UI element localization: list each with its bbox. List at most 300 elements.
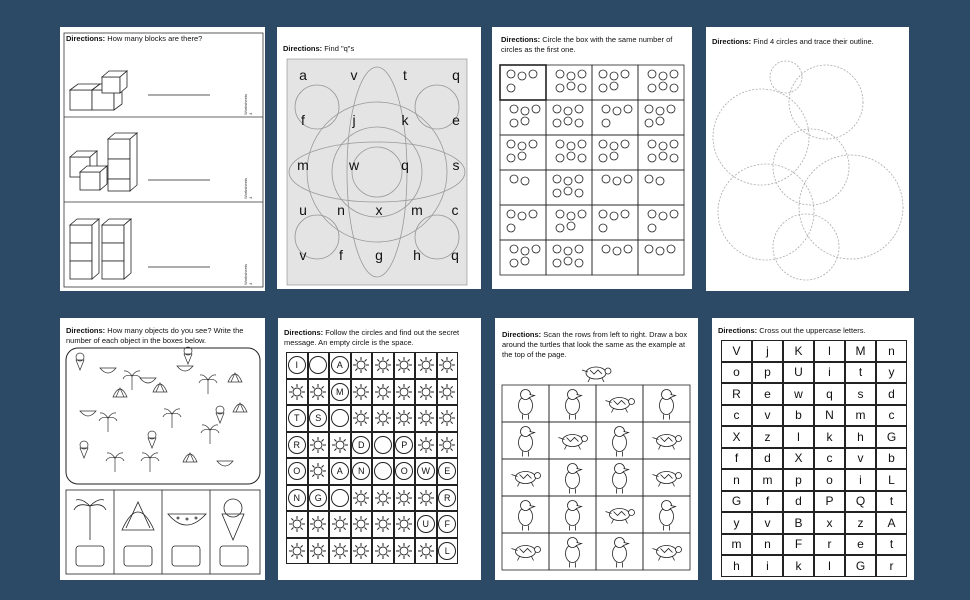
count-circle (645, 119, 653, 127)
count-circle (578, 154, 586, 162)
count-circle (567, 82, 575, 90)
letter-cell[interactable]: f (752, 491, 783, 513)
letter-circle: T (288, 409, 306, 427)
letter-cell[interactable]: l (783, 426, 814, 448)
count-circle (648, 154, 656, 162)
message-cell[interactable] (415, 485, 437, 512)
count-circle (575, 189, 583, 197)
letter-cell[interactable]: A (876, 512, 907, 534)
message-cell[interactable] (415, 458, 437, 485)
letter-cell[interactable]: h (721, 555, 752, 577)
letter-cell[interactable]: d (783, 491, 814, 513)
bird-icon (566, 390, 582, 420)
letter-cell[interactable]: i (752, 555, 783, 577)
letter-cell[interactable]: V (721, 340, 752, 362)
letter-cell[interactable]: R (721, 383, 752, 405)
turtle-icon (512, 546, 541, 561)
count-circle (521, 257, 529, 265)
letter-circle: O (395, 462, 413, 480)
count-circle (670, 84, 678, 92)
letter-circle: F (438, 515, 456, 533)
message-cell[interactable] (372, 432, 394, 459)
turtle-icon (512, 472, 541, 487)
letter-circle (331, 409, 349, 427)
count-circle (510, 175, 518, 183)
message-grid (286, 352, 458, 564)
message-cell[interactable] (351, 485, 373, 512)
letter-cell[interactable]: d (876, 383, 907, 405)
sun-icon (331, 436, 349, 454)
count-circle (610, 142, 618, 150)
bird-icon (519, 501, 535, 531)
count-circle (575, 245, 583, 253)
letter-cell[interactable]: e (752, 383, 783, 405)
message-cell[interactable] (394, 485, 416, 512)
worksheet-find-q (277, 27, 481, 289)
letter-cell[interactable]: c (721, 405, 752, 427)
count-circle (521, 177, 529, 185)
message-cell[interactable] (437, 352, 459, 379)
count-cell[interactable] (638, 170, 684, 205)
grid-letter[interactable]: f (301, 112, 305, 128)
bird-icon (519, 390, 535, 420)
message-cell[interactable] (329, 458, 351, 485)
letter-cell[interactable]: z (845, 512, 876, 534)
message-cell[interactable] (372, 511, 394, 538)
message-cell[interactable] (437, 432, 459, 459)
sun-icon (309, 542, 327, 560)
circle-count-grid (492, 27, 692, 289)
worksheet-count-objects (60, 318, 265, 580)
grid-letter[interactable]: e (452, 112, 460, 128)
sun-icon (288, 515, 306, 533)
count-cell[interactable] (638, 205, 684, 240)
grid-letter[interactable]: j (352, 112, 356, 128)
letter-cell[interactable]: B (783, 512, 814, 534)
count-circle (613, 247, 621, 255)
count-circle (510, 105, 518, 113)
count-circle (610, 212, 618, 220)
count-circle (599, 84, 607, 92)
letter-cell[interactable]: P (814, 491, 845, 513)
sun-icon (331, 542, 349, 560)
sun-icon (352, 383, 370, 401)
message-cell[interactable] (308, 379, 330, 406)
count-circle (518, 72, 526, 80)
count-circle (670, 210, 678, 218)
grid-letter[interactable]: g (375, 247, 383, 263)
count-circle (553, 245, 561, 253)
letter-cell[interactable]: q (814, 383, 845, 405)
grid-letter[interactable]: f (339, 247, 343, 263)
letter-cell[interactable]: e (845, 534, 876, 556)
example-turtle-icon (582, 367, 611, 382)
turtle-icon (606, 509, 635, 524)
dashed-circles (706, 27, 909, 291)
grid-letter[interactable]: s (452, 157, 460, 173)
message-cell[interactable] (351, 405, 373, 432)
sun-icon (395, 383, 413, 401)
count-circle (553, 105, 561, 113)
bird-icon (613, 464, 629, 494)
sun-icon (352, 489, 370, 507)
count-circle (556, 210, 564, 218)
count-circle (564, 107, 572, 115)
letter-cell[interactable]: Q (845, 491, 876, 513)
letter-cell[interactable]: t (876, 534, 907, 556)
count-circle (507, 154, 515, 162)
watermelon-icon (217, 461, 233, 466)
count-circle (621, 70, 629, 78)
letter-cell[interactable]: n (752, 534, 783, 556)
message-cell[interactable] (437, 538, 459, 565)
sun-icon (309, 436, 327, 454)
turtle-icon (606, 398, 635, 413)
letter-cell[interactable]: M (845, 340, 876, 362)
worksheet-circle-count (492, 27, 692, 289)
grid-letter[interactable]: v (299, 247, 307, 263)
grid-letter[interactable]: q (451, 247, 459, 263)
letter-cell[interactable]: r (876, 555, 907, 577)
message-cell[interactable] (372, 485, 394, 512)
message-cell[interactable] (415, 405, 437, 432)
letter-cell[interactable]: w (783, 383, 814, 405)
letter-cell[interactable]: o (721, 362, 752, 384)
count-circle (670, 70, 678, 78)
count-circle (521, 107, 529, 115)
message-cell[interactable] (329, 538, 351, 565)
message-cell[interactable] (394, 352, 416, 379)
directions-text: Directions: How many objects do you see? Write the number of each object in the boxes below. (66, 326, 244, 345)
count-circle (578, 70, 586, 78)
turtle-icon (653, 435, 682, 450)
message-cell[interactable] (351, 511, 373, 538)
directions-text: Directions: Find 4 circles and trace their outline. (712, 37, 874, 46)
grid-letter[interactable]: w (348, 157, 360, 173)
count-circle (553, 189, 561, 197)
letter-cell[interactable]: v (752, 405, 783, 427)
count-cell[interactable] (592, 205, 638, 240)
letter-cell[interactable]: y (876, 362, 907, 384)
message-cell[interactable] (437, 379, 459, 406)
letter-cell[interactable]: p (752, 362, 783, 384)
message-cell[interactable] (308, 485, 330, 512)
message-cell[interactable] (437, 405, 459, 432)
message-cell[interactable] (308, 432, 330, 459)
letter-circle: R (438, 489, 456, 507)
turtle-grid (495, 318, 698, 580)
letter-cell[interactable]: h (845, 426, 876, 448)
message-cell[interactable] (286, 511, 308, 538)
sun-icon (331, 515, 349, 533)
letter-cell[interactable]: l (814, 555, 845, 577)
message-cell[interactable] (437, 485, 459, 512)
count-circle (567, 142, 575, 150)
grid-letter[interactable]: v (350, 67, 358, 83)
message-cell[interactable] (286, 405, 308, 432)
message-cell[interactable] (329, 379, 351, 406)
message-cell[interactable] (286, 458, 308, 485)
letter-cell[interactable]: X (721, 426, 752, 448)
message-cell[interactable] (351, 379, 373, 406)
message-cell[interactable] (308, 538, 330, 565)
count-circle (518, 212, 526, 220)
message-cell[interactable] (415, 379, 437, 406)
grid-letter[interactable]: a (299, 67, 307, 83)
letter-cell[interactable]: m (721, 534, 752, 556)
count-circle (610, 72, 618, 80)
grid-letter[interactable]: u (299, 202, 307, 218)
sun-icon (438, 356, 456, 374)
letter-circle (374, 436, 392, 454)
letter-cell[interactable]: i (845, 469, 876, 491)
count-cell[interactable] (500, 205, 546, 240)
letter-cell[interactable]: U (783, 362, 814, 384)
grid-letter[interactable]: t (403, 67, 407, 83)
letter-cell[interactable]: r (814, 534, 845, 556)
directions-text: Directions: Follow the circles and find out the secret message. An empty circle is the space. (284, 328, 460, 347)
sun-icon (374, 515, 392, 533)
count-circle (621, 140, 629, 148)
sun-icon (395, 515, 413, 533)
letter-circle: G (309, 489, 327, 507)
sun-icon (352, 409, 370, 427)
cone-icon (184, 347, 192, 364)
bird-icon (660, 390, 676, 420)
bird-icon (566, 464, 582, 494)
count-cell[interactable] (592, 170, 638, 205)
letter-cell[interactable]: p (783, 469, 814, 491)
message-cell[interactable] (351, 458, 373, 485)
count-circle (599, 70, 607, 78)
message-cell[interactable] (308, 352, 330, 379)
letter-cell[interactable]: k (783, 555, 814, 577)
directions-text: Directions: How many blocks are there? (66, 34, 203, 43)
count-circle (659, 212, 667, 220)
message-cell[interactable] (394, 405, 416, 432)
message-cell[interactable] (308, 458, 330, 485)
cone-icon (216, 406, 224, 423)
letter-cell[interactable]: d (752, 448, 783, 470)
letter-cell[interactable]: v (752, 512, 783, 534)
letter-cell[interactable]: l (814, 340, 845, 362)
message-cell[interactable] (394, 538, 416, 565)
count-cell[interactable] (638, 240, 684, 275)
sun-icon (288, 383, 306, 401)
worksheet-secret-message (278, 318, 481, 580)
palm-icon (201, 425, 219, 444)
letter-cell[interactable]: j (752, 340, 783, 362)
letter-cell[interactable]: L (876, 469, 907, 491)
letter-cell[interactable]: f (721, 448, 752, 470)
letter-cell[interactable]: n (721, 469, 752, 491)
message-cell[interactable] (351, 352, 373, 379)
grid-letter[interactable]: k (401, 112, 409, 128)
sun-icon (309, 515, 327, 533)
message-cell[interactable] (329, 432, 351, 459)
count-circle (575, 105, 583, 113)
blocks-illustration (60, 27, 265, 291)
message-cell[interactable] (415, 352, 437, 379)
palm-icon (123, 371, 141, 390)
message-cell[interactable] (286, 432, 308, 459)
letter-cell[interactable]: n (876, 340, 907, 362)
message-cell[interactable] (351, 538, 373, 565)
count-circle (602, 175, 610, 183)
letter-cell[interactable]: z (752, 426, 783, 448)
count-circle (518, 152, 526, 160)
count-circle (556, 70, 564, 78)
grid-letter[interactable]: m (297, 157, 309, 173)
count-circle (645, 245, 653, 253)
shell-icon (113, 388, 127, 397)
count-cell[interactable] (592, 240, 638, 275)
count-circle (599, 154, 607, 162)
message-cell[interactable] (394, 379, 416, 406)
count-circle (521, 247, 529, 255)
message-cell[interactable] (394, 511, 416, 538)
directions-text: Directions: Find "q"s (283, 44, 355, 53)
message-cell[interactable] (372, 538, 394, 565)
grid-letter[interactable]: x (375, 202, 383, 218)
count-circle (659, 152, 667, 160)
letter-cell[interactable]: N (814, 405, 845, 427)
letter-circle (331, 489, 349, 507)
letter-circle: P (395, 436, 413, 454)
letter-cell[interactable]: x (814, 512, 845, 534)
count-circle (567, 72, 575, 80)
message-cell[interactable] (372, 405, 394, 432)
letter-cell[interactable]: o (814, 469, 845, 491)
message-cell[interactable] (372, 379, 394, 406)
count-cell[interactable] (500, 170, 546, 205)
letter-cell[interactable]: b (876, 448, 907, 470)
letter-circle: S (309, 409, 327, 427)
count-circle (645, 175, 653, 183)
bird-icon (566, 538, 582, 568)
letter-cell[interactable]: y (721, 512, 752, 534)
message-cell[interactable] (329, 405, 351, 432)
letter-cell[interactable]: k (814, 426, 845, 448)
letter-cell[interactable]: i (814, 362, 845, 384)
directions-text: Directions: Circle the box with the same number of circles as the first one. (501, 35, 673, 54)
message-cell[interactable] (329, 485, 351, 512)
sun-icon (438, 409, 456, 427)
count-circle (599, 224, 607, 232)
message-cell[interactable] (415, 432, 437, 459)
sun-icon (352, 515, 370, 533)
sun-icon (288, 542, 306, 560)
grid-letter[interactable]: m (411, 202, 423, 218)
objects-illustration (60, 318, 265, 580)
letter-cell[interactable]: F (783, 534, 814, 556)
sun-icon (374, 542, 392, 560)
letter-circle: U (417, 515, 435, 533)
message-cell[interactable] (415, 538, 437, 565)
letter-cell[interactable]: G (876, 426, 907, 448)
message-cell[interactable] (437, 511, 459, 538)
message-cell[interactable] (415, 511, 437, 538)
message-cell[interactable] (286, 379, 308, 406)
letter-grid (721, 340, 907, 577)
count-circle (556, 84, 564, 92)
letter-circle: W (417, 462, 435, 480)
count-circle (575, 119, 583, 127)
message-cell[interactable] (372, 458, 394, 485)
count-circle (567, 212, 575, 220)
letter-cell[interactable]: m (752, 469, 783, 491)
message-cell[interactable] (308, 511, 330, 538)
grid-letter[interactable]: n (337, 202, 345, 218)
cone-icon (80, 441, 88, 458)
count-circle (532, 105, 540, 113)
count-circle (553, 175, 561, 183)
grid-letter[interactable]: h (413, 247, 421, 263)
count-circle (602, 119, 610, 127)
sun-icon (417, 356, 435, 374)
letter-cell[interactable]: c (814, 448, 845, 470)
letter-cell[interactable]: v (845, 448, 876, 470)
letter-cell[interactable]: X (783, 448, 814, 470)
grid-letter[interactable]: q (452, 67, 460, 83)
count-cell[interactable] (592, 100, 638, 135)
page-footer: Worksheets 4 (243, 263, 253, 285)
count-circle (624, 245, 632, 253)
letter-circle: M (331, 383, 349, 401)
letter-cell[interactable]: K (783, 340, 814, 362)
letter-cell[interactable]: c (876, 405, 907, 427)
message-cell[interactable] (372, 352, 394, 379)
message-cell[interactable] (329, 511, 351, 538)
letter-cell[interactable]: s (845, 383, 876, 405)
page-footer: Worksheets 4 (243, 177, 253, 199)
message-cell[interactable] (437, 458, 459, 485)
message-cell[interactable] (329, 352, 351, 379)
message-cell[interactable] (394, 432, 416, 459)
bird-icon (519, 427, 535, 457)
message-cell[interactable] (394, 458, 416, 485)
letter-cell[interactable]: t (876, 491, 907, 513)
sun-icon (395, 356, 413, 374)
message-cell[interactable] (351, 432, 373, 459)
letter-cell[interactable]: G (845, 555, 876, 577)
count-circle (659, 82, 667, 90)
count-cell[interactable] (500, 65, 546, 100)
count-circle (659, 142, 667, 150)
watermelon-icon (100, 368, 116, 373)
letter-cell[interactable]: t (845, 362, 876, 384)
grid-letter[interactable]: q (401, 157, 409, 173)
letter-cell[interactable]: m (845, 405, 876, 427)
sun-icon (309, 383, 327, 401)
letter-cell[interactable]: G (721, 491, 752, 513)
message-cell[interactable] (286, 538, 308, 565)
count-circle (564, 247, 572, 255)
letter-cell[interactable]: b (783, 405, 814, 427)
count-circle (575, 175, 583, 183)
message-cell[interactable] (286, 352, 308, 379)
bird-icon (566, 501, 582, 531)
letter-circle (309, 356, 327, 374)
grid-letter[interactable]: c (451, 202, 459, 218)
worksheet-trace-circles (706, 27, 909, 291)
message-cell[interactable] (286, 485, 308, 512)
message-cell[interactable] (308, 405, 330, 432)
turtle-icon (653, 472, 682, 487)
turtle-icon (653, 546, 682, 561)
count-circle (578, 84, 586, 92)
count-circle (507, 210, 515, 218)
